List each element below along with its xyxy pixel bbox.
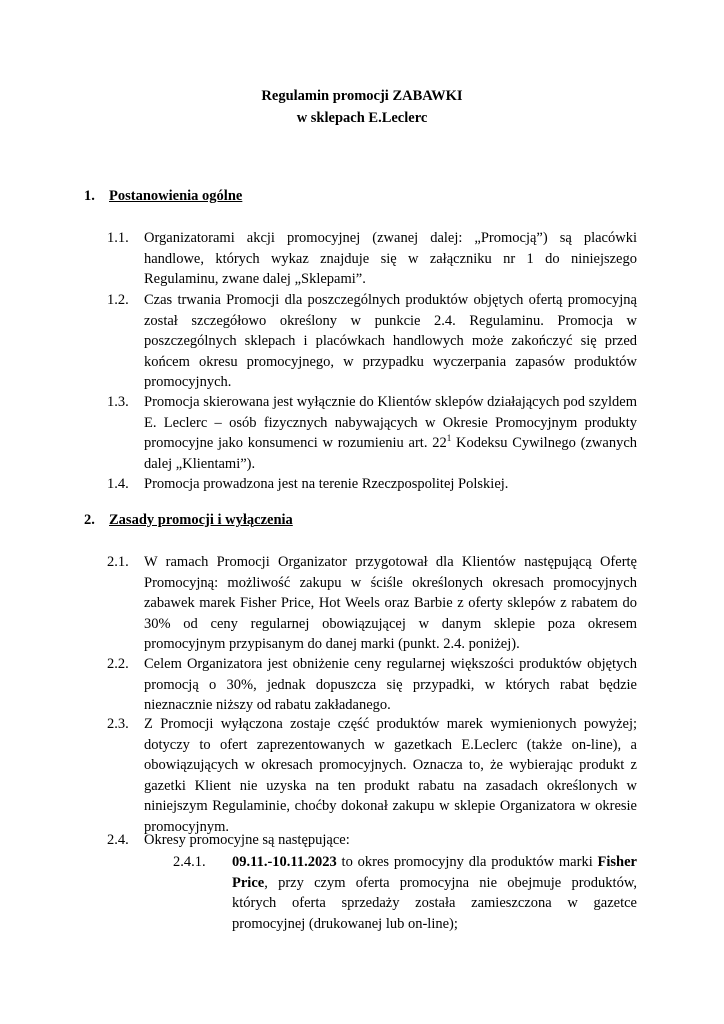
item-number: 2.1. xyxy=(107,554,129,570)
item-text-after: Kodeksu Cywilnego (zwanych dalej „Klientami”). xyxy=(144,435,638,472)
item-number: 1.1. xyxy=(107,230,129,246)
item-number: 2.4. xyxy=(107,832,129,848)
item-number: 2.2. xyxy=(107,656,129,672)
section-heading-2 xyxy=(84,510,293,530)
list-item-1-4 xyxy=(107,474,637,495)
brand-name: Fisher Price xyxy=(232,854,637,891)
item-number: 1.2. xyxy=(107,292,129,308)
document-title-line2: w sklepach E.Leclerc xyxy=(296,110,428,126)
item-text: W ramach Promocji Organizator przygotował dla Klientów następującą Ofertę Promocyjną: możliwość zakupu w ściśle określonych okresach promocyjnych zabawek marek Fisher Price, Hot Weels oraz Barbie z oferty sklepów z rabatem do 30% od ceny regularnej obowiązującej w danym sklepie poza okresem promocyjnym przypisanym do danej marki (punkt. 2.4. poniżej). xyxy=(144,554,637,652)
item-text-after: , przy czym oferta promocyjna nie obejmuje produktów, których oferta sprzedaży została zamieszczona w gazetce promocyjnej (drukowanej lub on-line); xyxy=(232,874,637,932)
list-item-2-2 xyxy=(107,654,637,716)
list-item-2-4 xyxy=(107,830,637,851)
list-item-1-2 xyxy=(107,290,637,393)
item-text: Okresy promocyjne są następujące: xyxy=(144,832,350,848)
item-text-before: Promocja skierowana jest wyłącznie do Klientów sklepów działających pod szyldem E. Leclerc – osób fizycznych nabywających w Okresie Promocyjnym produkty promocyjne jako konsumenci w rozumieniu art. 22 xyxy=(144,394,637,451)
item-text: Promocja prowadzona jest na terenie Rzeczpospolitej Polskiej. xyxy=(144,476,509,492)
superscript: 1 xyxy=(446,433,452,444)
section-title: Postanowienia ogólne xyxy=(109,188,243,204)
list-item-2-4-1 xyxy=(173,852,637,934)
item-number: 2.3. xyxy=(107,716,129,732)
section-number: 1. xyxy=(84,188,95,204)
item-text: Z Promocji wyłączona zostaje część produktów marek wymienionych powyżej; dotyczy to ofert zaprezentowanych w gazetkach E.Leclerc (także on-line), a obowiązujących w okresach promocyjnych. Oznacza to, że wybierając produkt z gazetki Klient nie uzyska na ten produkt rabatu na zasadach określonych w niniejszym Regulaminie, choćby dokonał zakupu w sklepie Organizatora w okresie promocyjnym. xyxy=(144,716,637,835)
list-item-1-3 xyxy=(107,392,638,474)
list-item-1-1 xyxy=(107,228,637,290)
list-item-2-3 xyxy=(107,714,637,837)
list-item-2-1 xyxy=(107,552,637,655)
item-number: 1.3. xyxy=(107,394,129,410)
item-text: Celem Organizatora jest obniżenie ceny regularnej większości produktów objętych promocją o 30%, jednak dopuszcza się przypadki, w których rabat będzie nieznacznie niższy od rabatu zakładanego. xyxy=(144,656,637,713)
document-title-line1: Regulamin promocji ZABAWKI xyxy=(261,88,463,104)
section-number: 2. xyxy=(84,512,95,528)
item-text-mid: to okres promocyjny dla produktów marki xyxy=(336,854,598,870)
item-number: 2.4.1. xyxy=(173,854,206,870)
item-text: Czas trwania Promocji dla poszczególnych produktów objętych ofertą promocyjną został szczegółowo określony w punkcie 2.4. Regulaminu. Promocja w poszczególnych sklepach i placówkach handlowych może zakończyć się przed końcem okresu promocyjnego, w przypadku wyczerpania zapasów produktów promocyjnych. xyxy=(144,292,637,390)
item-number: 1.4. xyxy=(107,476,129,492)
promo-date: 09.11.-10.11.2023 xyxy=(232,854,337,870)
item-text: Organizatorami akcji promocyjnej (zwanej dalej: „Promocją”) są placówki handlowe, których wykaz znajduje się w załączniku nr 1 do niniejszego Regulaminu, zwane dalej „Sklepami”. xyxy=(144,230,637,287)
section-heading-1 xyxy=(84,186,242,206)
section-title: Zasady promocji i wyłączenia xyxy=(109,512,293,528)
